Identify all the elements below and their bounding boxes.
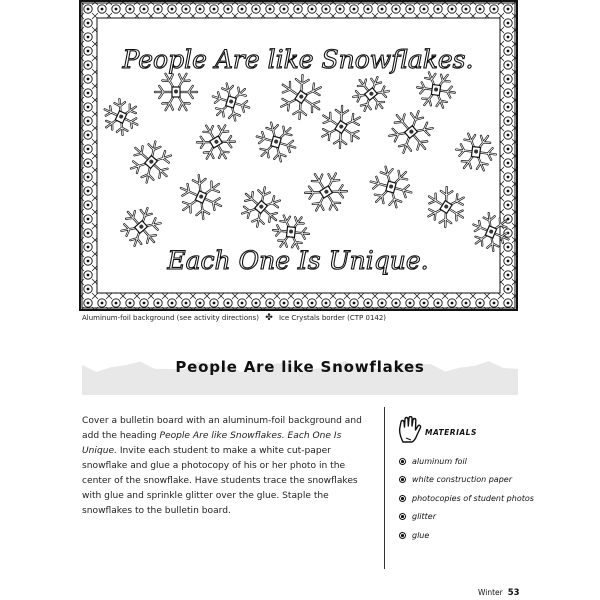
materials-item-label: aluminum foil <box>412 456 467 466</box>
snowflake-with-photo <box>155 74 197 110</box>
caption-separator-icon: ✤ <box>265 313 273 323</box>
materials-heading: MATERIALS <box>425 428 477 437</box>
snowflake-with-photo <box>313 100 368 153</box>
materials-item <box>399 452 534 471</box>
board-title: People Are like Snowflakes. <box>122 45 474 74</box>
snowflake-with-photo <box>98 95 144 138</box>
snowflake-with-photo <box>271 215 310 250</box>
materials-item-label: photocopies of student photos <box>412 493 534 503</box>
snowflake-with-photo <box>348 70 395 118</box>
directions-heading-quote: People Are like Snowflakes. Each One Is Unique. <box>82 431 342 456</box>
photo-caption <box>82 313 386 323</box>
materials-item <box>399 508 534 527</box>
board-artwork <box>81 2 516 309</box>
materials-item-label: white construction paper <box>412 475 512 485</box>
materials-item-label: glitter <box>412 512 437 522</box>
materials-item-label: glue <box>412 530 430 540</box>
snowflake-with-photo <box>115 201 167 254</box>
snowflake-with-photo <box>382 103 440 161</box>
snowflake-with-photo <box>192 117 240 167</box>
column-divider <box>384 407 385 569</box>
materials-item <box>399 526 534 545</box>
directions-text-end: Invite each student to make a white cut-paper snowflake and glue a photocopy of his or her photo in the center of the snowflake. Have students trace the snowflakes with glue and sprinkle glitter over the glue. Staple the snowflakes to the bulletin board. <box>82 446 358 516</box>
board-subtitle: Each One Is Unique. <box>167 246 429 275</box>
snowflake-with-photo <box>272 69 330 125</box>
caption-border: Ice Crystals border (CTP 0142) <box>278 314 387 322</box>
bulletin-board-illustration <box>79 0 518 311</box>
snowflake-with-photo <box>123 134 179 189</box>
snowflake-with-photo <box>252 120 300 164</box>
bullet-icon <box>399 532 406 539</box>
activity-title: People Are like Snowflakes <box>175 358 425 376</box>
bullet-icon <box>399 495 406 502</box>
materials-list <box>399 452 534 545</box>
snowflake-with-photo <box>454 132 498 171</box>
bullet-icon <box>399 513 406 520</box>
snowflakes-group <box>98 69 515 255</box>
snowflake-with-photo <box>366 164 416 210</box>
materials-item <box>399 489 534 508</box>
activity-directions <box>82 414 372 519</box>
bullet-icon <box>399 458 406 465</box>
snowflake-with-photo <box>235 181 288 233</box>
page-number: 53 <box>507 588 520 598</box>
page-footer <box>478 588 520 598</box>
footer-section: Winter <box>478 588 503 597</box>
bullet-icon <box>399 476 406 483</box>
directions-text-start: Cover a bulletin board with an aluminum-foil background and add the heading <box>82 416 362 441</box>
materials-header <box>397 416 517 446</box>
caption-background: Aluminum-foil background (see activity directions) <box>82 314 259 322</box>
snowflake-with-photo <box>299 165 352 220</box>
hand-icon <box>397 416 423 444</box>
snowflake-with-photo <box>420 182 472 233</box>
snowflake-with-photo <box>415 71 457 109</box>
snowflake-with-photo <box>173 171 229 224</box>
snowflake-with-photo <box>208 81 254 124</box>
materials-item <box>399 471 534 490</box>
